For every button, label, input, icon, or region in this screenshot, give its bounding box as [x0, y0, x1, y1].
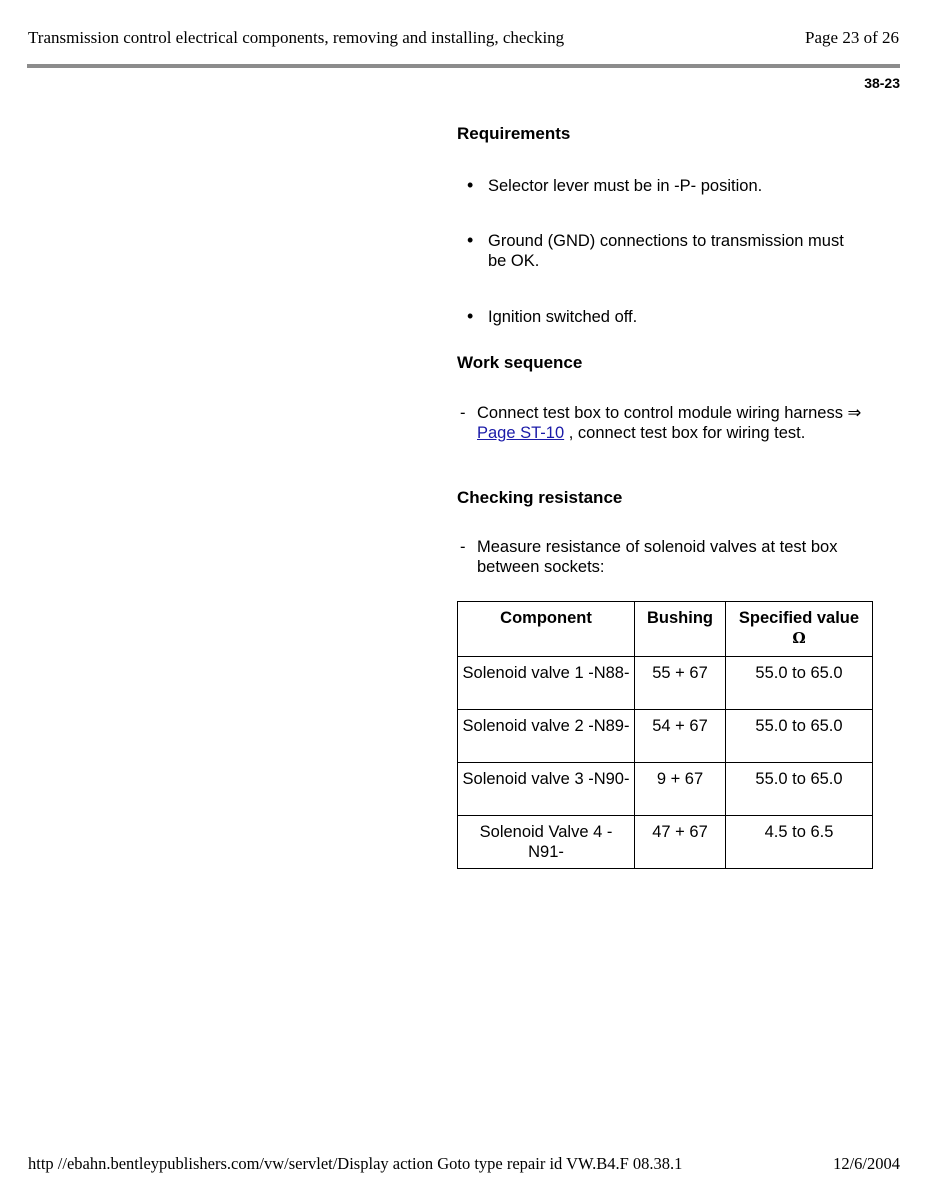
- requirements-heading: Requirements: [457, 124, 571, 143]
- bullet-icon: •: [467, 230, 474, 250]
- specified-value-cell: 4.5 to 6.5: [726, 816, 873, 869]
- step-text-prefix: Connect test box to control module wiring harness ⇒: [477, 404, 862, 422]
- bushing-cell: 55 + 67: [635, 657, 726, 710]
- component-cell: Solenoid valve 1 -N88-: [458, 657, 635, 710]
- column-header-component: Component: [458, 602, 635, 657]
- footer-date: 12/6/2004: [833, 1154, 900, 1173]
- dash-marker: -: [460, 538, 466, 556]
- specified-value-label: Specified value: [738, 609, 860, 627]
- work-step-text: [477, 403, 862, 443]
- ohm-unit: Ω: [792, 629, 806, 647]
- measure-step-text: Measure resistance of solenoid valves at test box between sockets:: [477, 538, 838, 576]
- section-number: 38-23: [864, 75, 900, 91]
- specified-value-cell: 55.0 to 65.0: [726, 710, 873, 763]
- table-header-row: [458, 602, 873, 657]
- header-divider: [27, 64, 900, 68]
- checking-resistance-heading: Checking resistance: [457, 488, 623, 507]
- bullet-icon: •: [467, 175, 474, 195]
- requirement-text: Ignition switched off.: [488, 308, 638, 326]
- bushing-cell: 54 + 67: [635, 710, 726, 763]
- column-header-bushing: Bushing: [635, 602, 726, 657]
- requirement-text: Selector lever must be in -P- position.: [488, 177, 763, 195]
- page-st-10-link[interactable]: Page ST-10: [477, 424, 565, 442]
- component-cell: Solenoid valve 3 -N90-: [458, 763, 635, 816]
- dash-marker: -: [460, 404, 466, 422]
- requirement-text: Ground (GND) connections to transmission must be OK.: [488, 232, 844, 270]
- step-text-suffix: , connect test box for wiring test.: [564, 424, 806, 442]
- specified-value-cell: 55.0 to 65.0: [726, 763, 873, 816]
- page-indicator: Page 23 of 26: [805, 28, 899, 47]
- table-row: [458, 816, 873, 869]
- bullet-icon: •: [467, 306, 474, 326]
- page-footer: [28, 1154, 900, 1174]
- bushing-cell: 47 + 67: [635, 816, 726, 869]
- work-sequence-heading: Work sequence: [457, 353, 583, 372]
- resistance-table: [457, 601, 873, 869]
- footer-url: http //ebahn.bentleypublishers.com/vw/servlet/Display action Goto type repair id VW.B4.F 08.38.1: [28, 1154, 683, 1173]
- table-row: [458, 763, 873, 816]
- table-row: [458, 710, 873, 763]
- document-title: Transmission control electrical components, removing and installing, checking: [28, 28, 565, 47]
- bushing-cell: 9 + 67: [635, 763, 726, 816]
- table-row: [458, 657, 873, 710]
- specified-value-cell: 55.0 to 65.0: [726, 657, 873, 710]
- component-cell: Solenoid Valve 4 -N91-: [458, 816, 635, 869]
- component-cell: Solenoid valve 2 -N89-: [458, 710, 635, 763]
- column-header-specified-value: [726, 602, 873, 657]
